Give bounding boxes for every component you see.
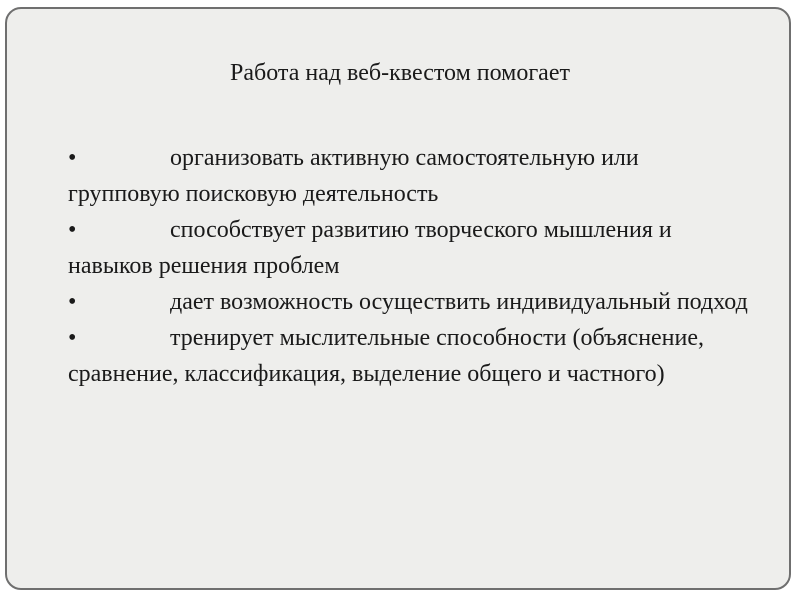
slide-title: Работа над веб-квестом помогает xyxy=(230,60,570,86)
list-item-text: способствует развитию творческого мышления и навыков решения проблем xyxy=(68,217,672,279)
list-item xyxy=(68,140,748,212)
bullet-marker: • xyxy=(68,217,77,243)
list-item-text: дает возможность осуществить индивидуальный подход xyxy=(170,289,748,315)
list-item xyxy=(68,320,748,392)
bullet-list xyxy=(68,140,748,392)
bullet-marker: • xyxy=(68,325,77,351)
list-item xyxy=(68,284,748,320)
list-item-text: тренирует мыслительные способности (объяснение, сравнение, классификация, выделение общего и частного) xyxy=(68,325,705,387)
list-item-text: организовать активную самостоятельную или групповую поисковую деятельность xyxy=(68,145,639,207)
bullet-marker: • xyxy=(68,289,77,315)
bullet-marker: • xyxy=(68,145,77,171)
list-item xyxy=(68,212,748,284)
